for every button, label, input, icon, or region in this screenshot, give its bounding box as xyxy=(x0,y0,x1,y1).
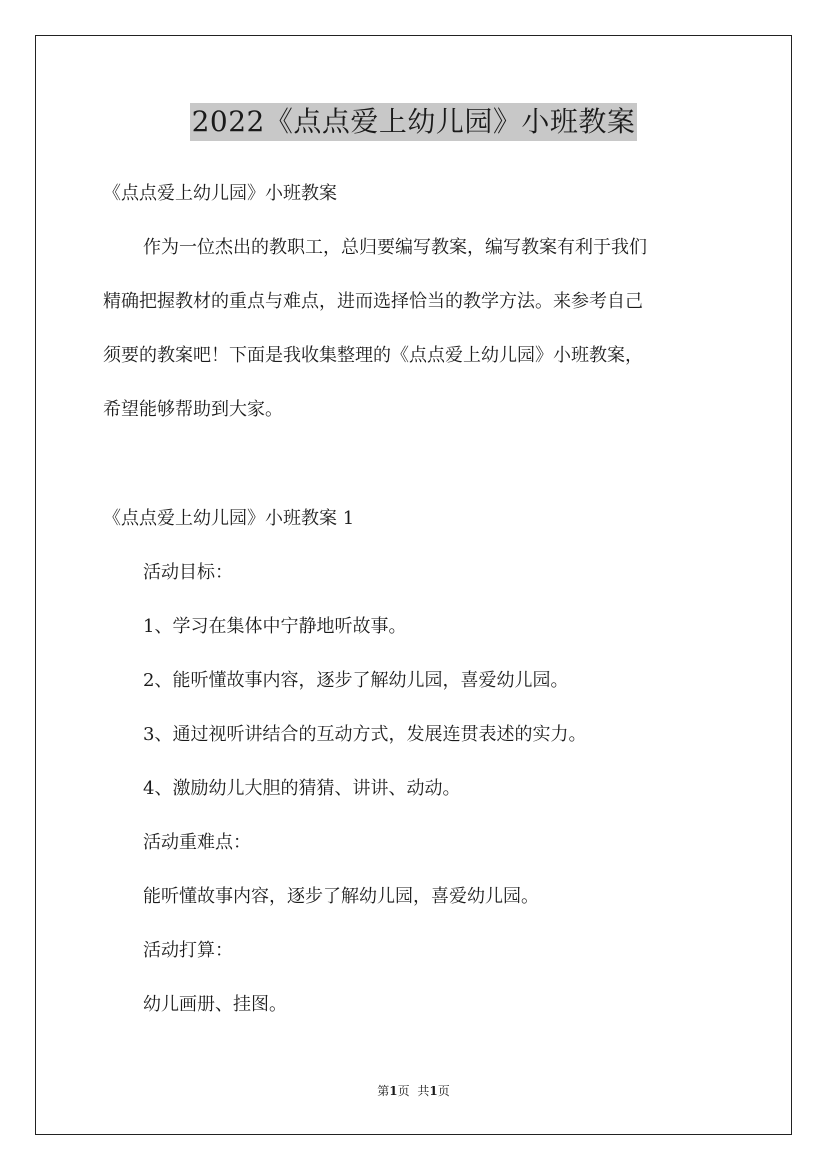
body-line-8: 活动打算： xyxy=(143,940,233,961)
body-line-9: 幼儿画册、挂图。 xyxy=(143,994,287,1015)
footer-page-suffix: 页 xyxy=(397,1084,410,1098)
intro-line-3: 须要的教案吧！下面是我收集整理的《点点爱上幼儿园》小班教案， xyxy=(103,345,643,366)
body-line-3: 2、能听懂故事内容，逐步了解幼儿园，喜爱幼儿园。 xyxy=(143,670,569,691)
body-line-6: 活动重难点： xyxy=(143,832,251,853)
document-title: 2022《点点爱上幼儿园》小班教案 xyxy=(190,103,638,141)
title-container xyxy=(0,103,827,141)
body-line-4: 3、通过视听讲结合的互动方式，发展连贯表述的实力。 xyxy=(143,724,587,745)
footer-total-number: 1 xyxy=(429,1084,438,1098)
section-heading: 《点点爱上幼儿园》小班教案 1 xyxy=(103,508,355,529)
page-footer xyxy=(0,1083,827,1099)
body-line-5: 4、激励幼儿大胆的猜猜、讲讲、动动。 xyxy=(143,778,461,799)
body-line-2: 1、学习在集体中宁静地听故事。 xyxy=(143,616,407,637)
footer-total-prefix: 共 xyxy=(417,1084,430,1098)
document-subtitle: 《点点爱上幼儿园》小班教案 xyxy=(103,183,337,204)
footer-total-suffix: 页 xyxy=(437,1084,450,1098)
intro-line-1: 作为一位杰出的教职工，总归要编写教案，编写教案有利于我们 xyxy=(143,237,647,258)
body-line-7: 能听懂故事内容，逐步了解幼儿园，喜爱幼儿园。 xyxy=(143,886,539,907)
intro-line-4: 希望能够帮助到大家。 xyxy=(103,399,283,420)
footer-page-number: 1 xyxy=(389,1084,398,1098)
footer-page-prefix: 第 xyxy=(377,1084,390,1098)
intro-line-2: 精确把握教材的重点与难点，进而选择恰当的教学方法。来参考自己 xyxy=(103,291,643,312)
body-line-1: 活动目标： xyxy=(143,562,233,583)
